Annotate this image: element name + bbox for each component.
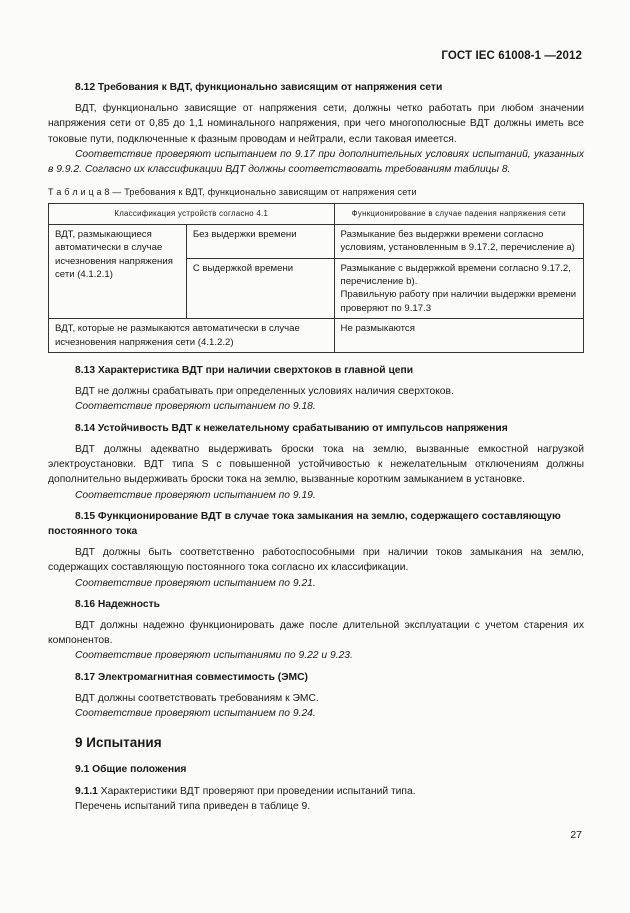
section-9-1-1-paragraph-2: Перечень испытаний типа приведен в таблице 9. — [75, 800, 311, 812]
section-8-14-heading: 8.14 Устойчивость ВДТ к нежелательному срабатыванию от импульсов напряжения — [75, 422, 508, 434]
table-header-classification: Классификация устройств согласно 4.1 — [49, 204, 335, 224]
section-8-17-paragraph-2: Соответствие проверяют испытанием по 9.24. — [75, 707, 316, 719]
table-8 — [48, 203, 584, 353]
table-cell-with-delay: С выдержкой времени — [186, 258, 334, 319]
table-cell-no-delay-function: Размыкание без выдержки времени согласно условиям, установленным в 9.17.2, перечисление а) — [334, 224, 583, 258]
with-delay-function-line-2: Правильную работу при наличии выдержки времени проверяют по 9.17.3 — [340, 289, 577, 314]
table-header-function: Функционирование в случае падения напряжения сети — [334, 204, 583, 224]
with-delay-function-line-1: Размыкание с выдержкой времени согласно 9.17.2, перечисление b). — [340, 262, 571, 288]
clause-number-9-1-1: 9.1.1 — [75, 785, 98, 797]
section-8-15-heading: 8.15 Функционирование ВДТ в случае тока замыкания на землю, содержащего составляющую постоянного тока — [48, 510, 561, 537]
section-8-15-paragraph-1: ВДТ должны быть соответственно работоспособными при наличии токов замыкания на землю, содержащих составляющую постоянного тока согласно их классификации. — [48, 547, 584, 574]
section-8-16-heading: 8.16 Надежность — [75, 598, 160, 610]
section-8-16-paragraph-2: Соответствие проверяют испытаниями по 9.22 и 9.23. — [75, 650, 353, 662]
table-cell-no-auto-open-class: ВДТ, которые не размыкаются автоматически в случае исчезновения напряжения сети (4.1.2.2) — [49, 319, 335, 353]
section-8-17-paragraph-1: ВДТ должны соответствовать требованиям к ЭМС. — [75, 692, 319, 704]
section-8-12-paragraph-1: ВДТ, функционально зависящие от напряжения сети, должны четко работать при любом значении напряжения сети от 0,85 до 1,1 номинального напряжения, при чего многополюсные ВДТ должны иметь все токовые пути, подключенные к фазным проводам и нейтрали, если таковая имеется. — [48, 103, 584, 145]
section-9-1-1-paragraph — [48, 784, 584, 799]
section-8-12-paragraph-2: Соответствие проверяют испытанием по 9.17 при дополнительных условиях испытаний, указанных в 9.9.2. Согласно их классификации ВДТ должны соответствовать требованиям таблицы 8. — [48, 148, 584, 176]
section-9-1-heading: 9.1 Общие положения — [75, 764, 187, 776]
page-number: 27 — [570, 829, 582, 841]
section-8-12-heading: 8.12 Требования к ВДТ, функционально зависящим от напряжения сети — [75, 82, 443, 93]
table-cell-no-auto-open-function: Не размыкаются — [334, 319, 583, 353]
section-8-13-paragraph-2: Соответствие проверяют испытанием по 9.18. — [75, 401, 316, 413]
section-8-15-paragraph-2: Соответствие проверяют испытанием по 9.21. — [75, 577, 316, 589]
section-8-13-heading: 8.13 Характеристика ВДТ при наличии сверхтоков в главной цепи — [75, 365, 414, 377]
section-8-14-paragraph-2: Соответствие проверяют испытанием по 9.19. — [75, 489, 316, 501]
section-8-14-paragraph-1: ВДТ должны адекватно выдерживать броски тока на землю, вызванные емкостной нагрузкой электроустановки. ВДТ типа S с повышенной устойчивостью к нежелательным отключениям должны дополнительно выдерживать броски тока на землю, вызванные коротким замыканием в установке. — [48, 443, 584, 486]
table-cell-auto-open-class: ВДТ, размыкающиеся автоматически в случае исчезновения напряжения сети (4.1.2.1) — [49, 224, 187, 318]
section-8-13-paragraph-1: ВДТ не должны срабатывать при определенных условиях наличия сверхтоков. — [75, 386, 454, 398]
section-8-16-paragraph-1: ВДТ должны надежно функционировать даже после длительной эксплуатации с учетом старения их компонентов. — [48, 619, 584, 647]
table-8-caption: Т а б л и ц а 8 — Требования к ВДТ, функционально зависящим от напряжения сети — [48, 187, 417, 198]
standard-code: ГОСТ IEC 61008-1 —2012 — [441, 50, 582, 62]
page-content — [48, 80, 584, 814]
section-9-heading: 9 Испытания — [75, 735, 162, 751]
clause-9-1-1-text: Характеристики ВДТ проверяют при проведении испытаний типа. — [97, 785, 416, 797]
section-8-17-heading: 8.17 Электромагнитная совместимость (ЭМС) — [75, 671, 308, 683]
table-cell-with-delay-function — [334, 258, 583, 319]
table-cell-no-delay: Без выдержки времени — [186, 224, 334, 258]
